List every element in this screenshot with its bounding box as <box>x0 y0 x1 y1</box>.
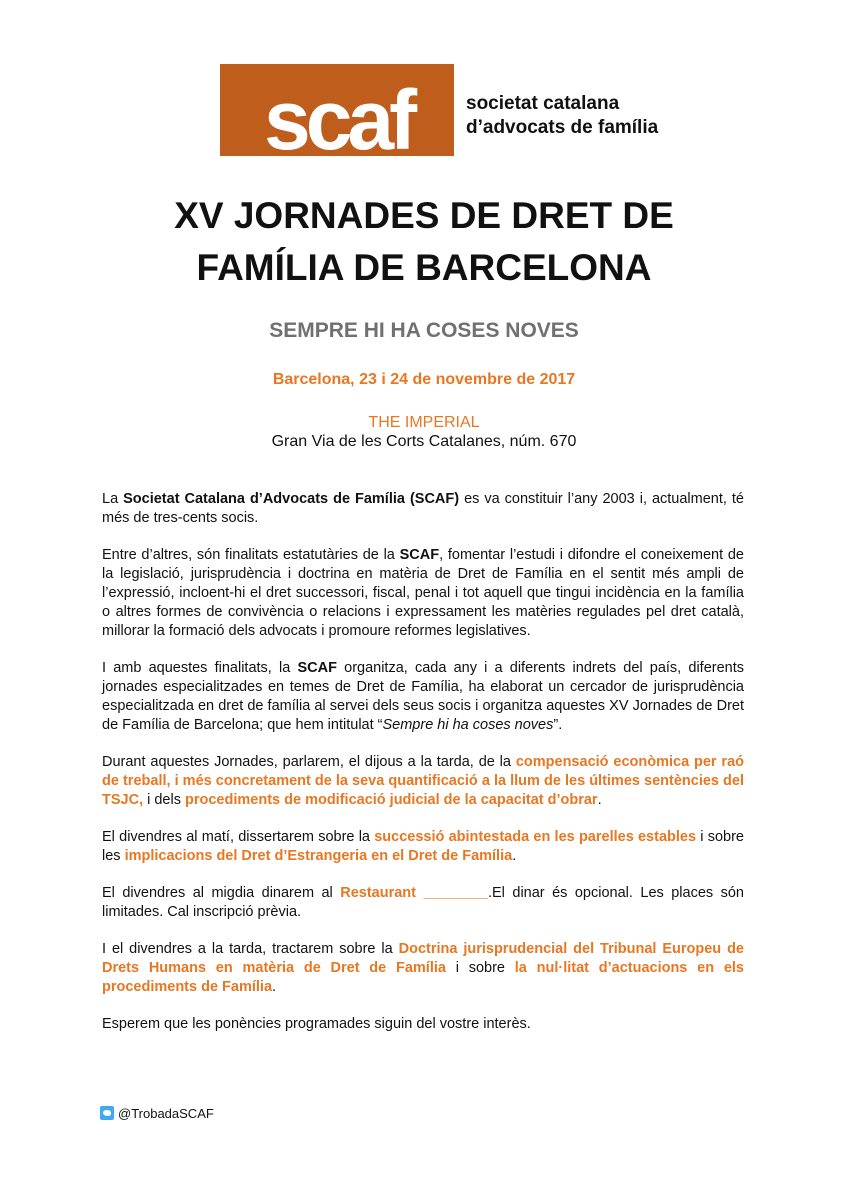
paragraph-2 <box>102 546 744 641</box>
p5-highlight-2: implicacions del Dret d’Estrangeria en el Dret de Família <box>124 848 513 864</box>
p7-text-e: . <box>272 979 277 995</box>
p7-highlight-2: la nul·litat d’actuacions en els procediments de Família <box>102 960 744 995</box>
paragraph-5 <box>102 828 744 866</box>
p6-highlight: Restaurant ________ <box>340 885 488 901</box>
p4-highlight-1: compensació econòmica per raó de treball, i més concretament de la seva quantificació a la llum de les últimes sentències del TSJC, <box>102 754 744 808</box>
p1-bold: Societat Catalana d’Advocats de Família (SCAF) <box>123 491 460 507</box>
p2-bold: SCAF <box>399 547 440 563</box>
p3-italic: Sempre hi ha coses noves <box>382 717 554 733</box>
p4-text-c: i dels <box>143 792 186 808</box>
p5-highlight-1: successió abintestada en les parelles estables <box>374 829 697 845</box>
twitter-icon <box>100 1106 114 1120</box>
p3-text-c: organitza, cada any i a diferents indrets del país, diferents jornades especialitzades en temes de Dret de Família, ha elaborat un cercador de jurisprudència especialitzada en dret de família al servei dels seus socis i organitza aquestes XV Jornades de Dret de Família de Barcelona; que hem intitulat “ <box>102 660 744 733</box>
logo-word: scaf <box>264 73 413 167</box>
p5-text-a: El divendres al matí, dissertarem sobre la <box>102 829 375 845</box>
logo-caption <box>466 92 658 140</box>
venue-address: Gran Via de les Corts Catalanes, núm. 670 <box>271 433 577 450</box>
p2-text-a: Entre d’altres, són finalitats estatutàries de la <box>102 547 400 563</box>
venue-name: THE IMPERIAL <box>368 414 480 431</box>
p2-text-c: , fomentar l’estudi i difondre el coneixement de la legislació, jurisprudència i doctrina en matèria de Dret de Família en el sentit més ampli de l’expressió, incloent-hi el dret successori, fiscal, penal i tot aquell que tingui incidència en la família o altres formes de convivència o relacions i expressament les matèries regulades pel dret català, millorar la formació dels advocats i promoure reformes legislatives. <box>102 547 744 639</box>
p3-bold: SCAF <box>297 660 337 676</box>
paragraph-3 <box>102 659 744 735</box>
event-date: Barcelona, 23 i 24 de novembre de 2017 <box>272 371 576 388</box>
page-title <box>0 190 848 294</box>
p7-text-c: i sobre <box>445 960 515 976</box>
p1-text-c: es va constituir l’any 2003 i, actualment, té més de tres-cents socis. <box>102 491 744 526</box>
subtitle: SEMPRE HI HA COSES NOVES <box>269 319 579 342</box>
p5-text-c: i sobre les <box>102 829 744 864</box>
paragraph-6 <box>102 884 744 922</box>
p4-text-a: Durant aquestes Jornades, parlarem, el dijous a la tarda, de la <box>102 754 516 770</box>
p4-text-e: . <box>597 792 602 808</box>
p3-text-e: ”. <box>553 717 563 733</box>
p4-highlight-2: procediments de modificació judicial de la capacitat d’obrar <box>185 792 598 808</box>
paragraph-8: Esperem que les ponències programades siguin del vostre interès. <box>102 1016 531 1032</box>
p5-text-e: . <box>512 848 517 864</box>
twitter-handle[interactable]: @TrobadaSCAF <box>118 1105 214 1121</box>
p1-text-a: La <box>102 491 124 507</box>
document-body <box>102 490 744 1052</box>
title-line-2: FAMÍLIA DE BARCELONA <box>196 247 652 288</box>
paragraph-7 <box>102 940 744 997</box>
twitter-link[interactable] <box>100 1103 214 1123</box>
logo-line-1: societat catalana <box>466 93 620 114</box>
logo-block <box>220 64 454 167</box>
logo-line-2: d’advocats de família <box>466 117 659 138</box>
p3-text-a: I amb aquestes finalitats, la <box>102 660 298 676</box>
p7-text-a: I el divendres a la tarda, tractarem sobre la <box>102 941 399 957</box>
title-line-1: XV JORNADES DE DRET DE <box>174 195 674 236</box>
p6-text-c: .El dinar és opcional. Les places són limitades. Cal inscripció prèvia. <box>102 885 744 920</box>
paragraph-4 <box>102 753 744 810</box>
p6-text-a: El divendres al migdia dinarem al <box>102 885 341 901</box>
p7-highlight-1: Doctrina jurisprudencial del Tribunal Europeu de Drets Humans en matèria de Dret de Família <box>102 941 744 976</box>
paragraph-1 <box>102 490 744 528</box>
